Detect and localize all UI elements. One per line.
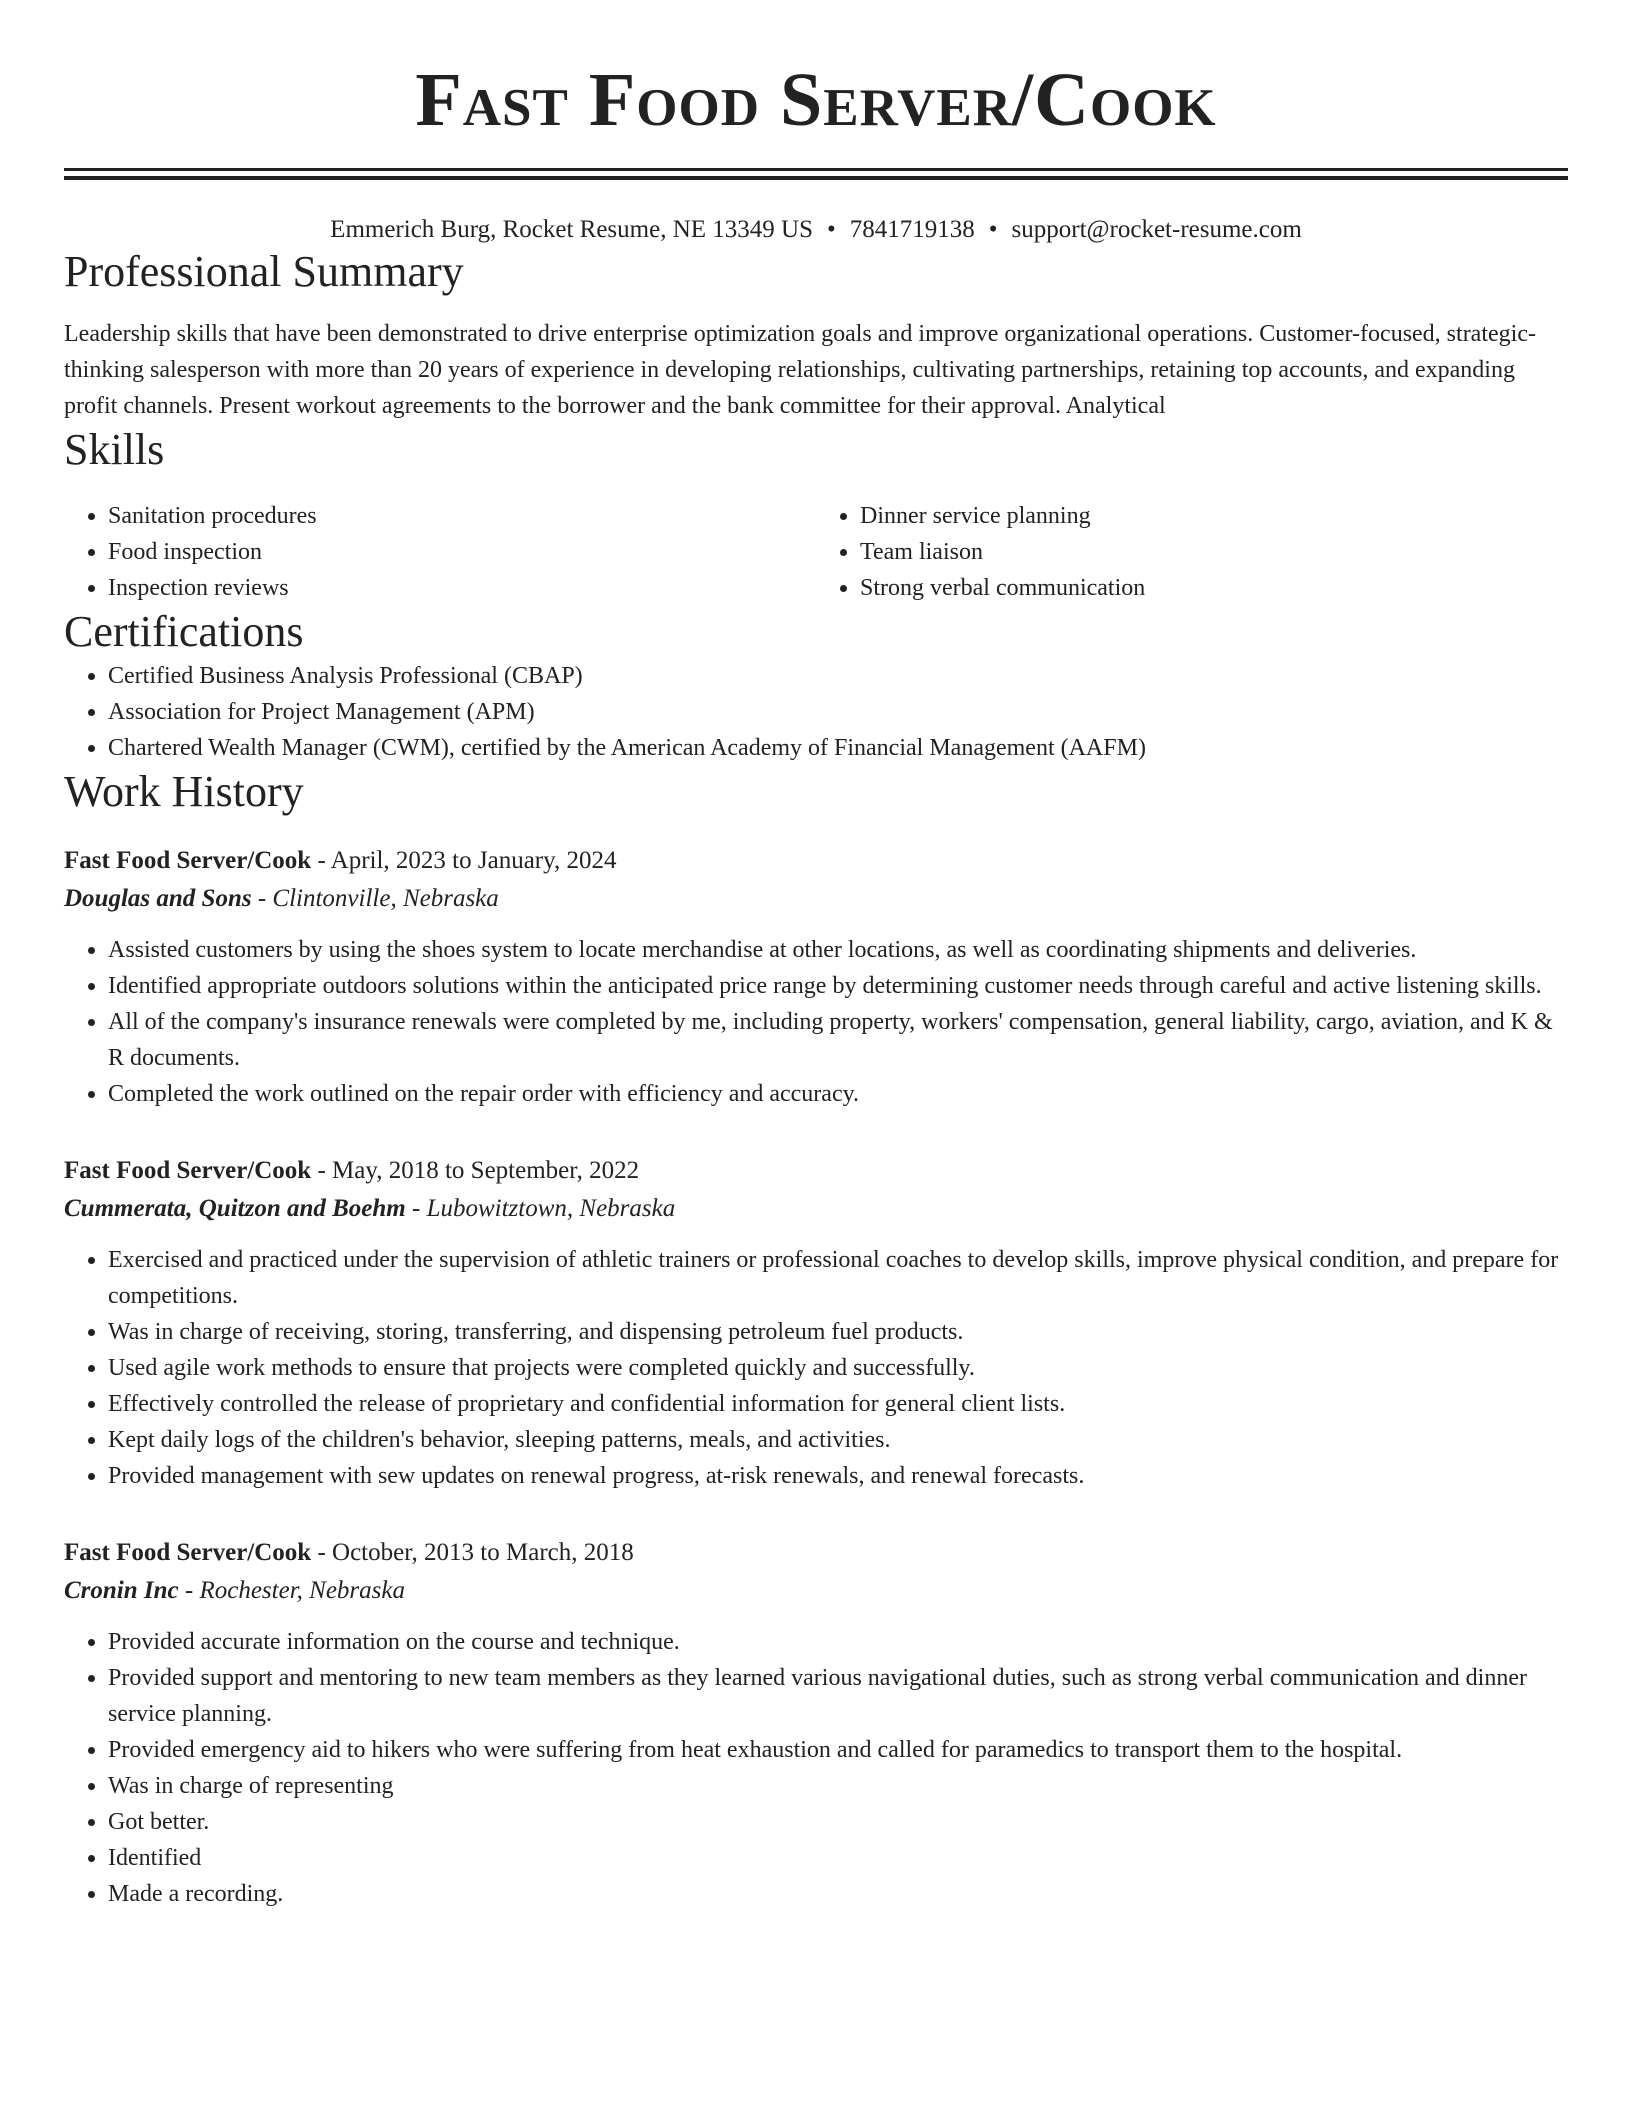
job-company-line: Douglas and Sons - Clintonville, Nebraska xyxy=(64,885,499,912)
job-bullet: • Provided management with sew updates on renewal progress, at-risk renewals, and renewal forecasts. xyxy=(108,1458,1568,1494)
job-bullet: • Provided accurate information on the course and technique. xyxy=(108,1624,1568,1660)
job-location: Lubowitztown, Nebraska xyxy=(426,1195,676,1222)
job-bullet: • Was in charge of representing xyxy=(108,1768,1568,1804)
skill-item: • Strong verbal communication xyxy=(860,570,1568,606)
job-bullet: • Provided emergency aid to hikers who were suffering from heat exhaustion and called for paramedics to transport them to the hospital. xyxy=(108,1732,1568,1768)
certification-item: • Chartered Wealth Manager (CWM), certified by the American Academy of Financial Management (AAFM) xyxy=(108,730,1568,766)
job-bullet: • Provided support and mentoring to new team members as they learned various navigational duties, such as strong verbal communication and dinner service planning. xyxy=(108,1660,1568,1732)
job-title: Fast Food Server/Cook xyxy=(64,1539,312,1566)
contact-separator: • xyxy=(826,216,836,243)
job-entry xyxy=(64,1534,1568,1912)
job-dates: October, 2013 to March, 2018 xyxy=(332,1539,634,1566)
job-title-line: Fast Food Server/Cook - October, 2013 to March, 2018 xyxy=(64,1539,634,1566)
job-bullet: • Exercised and practiced under the supervision of athletic trainers or professional coaches to develop skills, improve physical condition, and prepare for competitions. xyxy=(108,1242,1568,1314)
job-bullet: • Made a recording. xyxy=(108,1876,1568,1912)
job-company: Douglas and Sons xyxy=(64,885,252,912)
certifications-heading: Certifications xyxy=(64,607,304,656)
contact-phone: 7841719138 xyxy=(849,216,975,243)
skill-item: • Dinner service planning xyxy=(860,498,1568,534)
skill-item: • Food inspection xyxy=(108,534,816,570)
job-title: Fast Food Server/Cook xyxy=(64,1157,312,1184)
job-bullet: • Got better. xyxy=(108,1804,1568,1840)
contact-address: Emmerich Burg, Rocket Resume, NE 13349 US xyxy=(330,216,813,243)
skills-column-left xyxy=(64,498,816,606)
contact-line xyxy=(64,214,1568,246)
job-bullet: • All of the company's insurance renewals were completed by me, including property, workers' compensation, general liability, cargo, aviation, and K & R documents. xyxy=(108,1004,1568,1076)
skill-item: • Sanitation procedures xyxy=(108,498,816,534)
contact-separator: • xyxy=(988,216,998,243)
job-company: Cummerata, Quitzon and Boehm xyxy=(64,1195,406,1222)
job-bullet: • Used agile work methods to ensure that projects were completed quickly and successfully. xyxy=(108,1350,1568,1386)
job-company: Cronin Inc xyxy=(64,1577,179,1604)
resume-title: Fast Food Server/Cook xyxy=(415,58,1217,142)
contact-email: support@rocket-resume.com xyxy=(1011,216,1302,243)
skill-item: • Team liaison xyxy=(860,534,1568,570)
job-bullets xyxy=(64,1242,1568,1494)
job-bullet: • Kept daily logs of the children's behavior, sleeping patterns, meals, and activities. xyxy=(108,1422,1568,1458)
skill-item: • Inspection reviews xyxy=(108,570,816,606)
job-bullet: • Identified xyxy=(108,1840,1568,1876)
job-bullet: • Completed the work outlined on the repair order with efficiency and accuracy. xyxy=(108,1076,1568,1112)
summary-heading: Professional Summary xyxy=(64,247,464,296)
skills-list-right xyxy=(816,498,1568,606)
job-entry xyxy=(64,842,1568,1112)
summary-text: Leadership skills that have been demonstrated to drive enterprise optimization goals and improve organizational operations. Customer-focused, strategic-thinking salesperson with more than 20 years of experience in developing relationships, cultivating partnerships, retaining top accounts, and expanding profit channels. Present workout agreements to the borrower and the bank committee for their approval. Analytical xyxy=(64,321,1536,419)
job-location: Clintonville, Nebraska xyxy=(272,885,499,912)
certifications-list xyxy=(64,658,1568,766)
job-company-line: Cummerata, Quitzon and Boehm - Lubowitztown, Nebraska xyxy=(64,1195,676,1222)
title-double-rule xyxy=(64,168,1568,180)
certification-item: • Certified Business Analysis Professional (CBAP) xyxy=(108,658,1568,694)
certification-item: • Association for Project Management (APM) xyxy=(108,694,1568,730)
job-title: Fast Food Server/Cook xyxy=(64,847,312,874)
job-bullet: • Was in charge of receiving, storing, transferring, and dispensing petroleum fuel products. xyxy=(108,1314,1568,1350)
job-location: Rochester, Nebraska xyxy=(199,1577,405,1604)
job-dates: April, 2023 to January, 2024 xyxy=(330,847,617,874)
job-dates: May, 2018 to September, 2022 xyxy=(332,1157,640,1184)
skills-list-left xyxy=(64,498,816,606)
skills-grid xyxy=(64,498,1568,606)
job-title-line: Fast Food Server/Cook - April, 2023 to January, 2024 xyxy=(64,847,617,874)
job-entry xyxy=(64,1152,1568,1494)
job-bullet: • Effectively controlled the release of proprietary and confidential information for general client lists. xyxy=(108,1386,1568,1422)
job-company-line: Cronin Inc - Rochester, Nebraska xyxy=(64,1577,405,1604)
work-history-heading: Work History xyxy=(64,767,304,816)
job-bullets xyxy=(64,1624,1568,1912)
skills-heading: Skills xyxy=(64,425,165,474)
job-bullets xyxy=(64,932,1568,1112)
job-bullet: • Assisted customers by using the shoes system to locate merchandise at other locations, as well as coordinating shipments and deliveries. xyxy=(108,932,1568,968)
job-title-line: Fast Food Server/Cook - May, 2018 to September, 2022 xyxy=(64,1157,640,1184)
skills-column-right xyxy=(816,498,1568,606)
job-bullet: • Identified appropriate outdoors solutions within the anticipated price range by determining customer needs through careful and active listening skills. xyxy=(108,968,1568,1004)
